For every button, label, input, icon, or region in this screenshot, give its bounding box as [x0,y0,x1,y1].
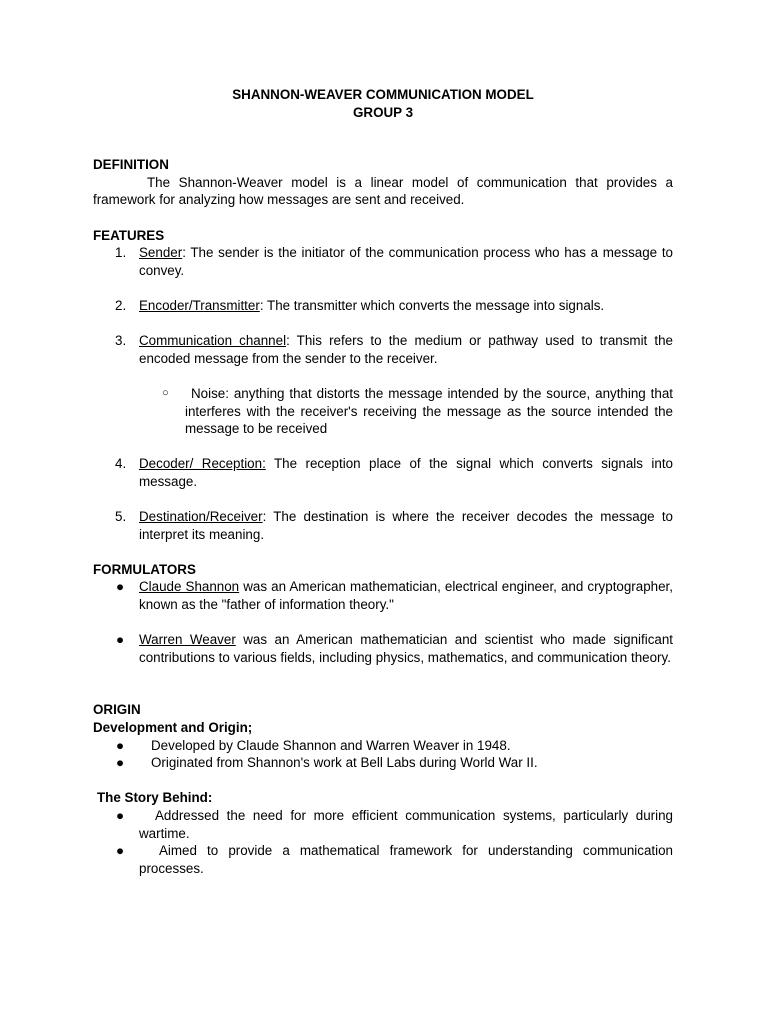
origin-subheading: Development and Origin; [93,720,253,735]
noise-subitem: ○ Noise: anything that distorts the message intended by the source, anything that interferes with the receiver's receiving the message as the source intended the message to be received [162,385,673,437]
bullet-icon: ● [116,843,125,859]
feature-term: Destination/Receiver [139,509,263,525]
story-item: ● Aimed to provide a mathematical framework for understanding communication processes. [116,843,673,876]
origin-heading: ORIGIN [93,702,141,718]
definition-heading: DEFINITION [93,157,169,173]
feature-term: Decoder/ Reception: [139,456,266,472]
feature-term: Communication channel [139,333,287,349]
feature-item: 5. Destination/Receiver: The destination is where the receiver decodes the message to interpret its meaning. [115,509,673,542]
story-subheading: The Story Behind: [97,790,213,806]
feature-item: 4. Decoder/ Reception: The reception place of the signal which converts signals into message. [115,456,673,489]
features-heading: FEATURES [93,227,165,243]
document-page [93,86,673,877]
circle-bullet-icon: ○ [162,386,169,399]
formulator-item: ● Claude Shannon was an American mathematician, electrical engineer, and cryptographer, known as the "father of information theory." [116,579,673,613]
document-subtitle: GROUP 3 [352,104,414,120]
definition-text: The Shannon-Weaver model is a linear model of communication that provides a framework for analyzing how messages are sent and received. [93,174,673,208]
bullet-icon: ● [116,807,125,823]
feature-item: 2. Encoder/Transmitter: The transmitter which converts the message into signals. [115,297,605,313]
document-title: SHANNON-WEAVER COMMUNICATION MODEL [232,87,534,102]
feature-item: 3. Communication channel: This refers to the medium or pathway used to transmit the encoded message from the sender to the receiver. [115,333,674,366]
bullet-icon: ● [116,632,125,648]
formulator-item: ● Warren Weaver was an American mathematician and scientist who made significant contributions to various fields, including physics, mathematics, and communication theory. [116,632,674,665]
formulator-name: Warren Weaver [139,632,236,648]
feature-term: Sender [139,245,183,261]
formulator-name: Claude Shannon [139,579,240,595]
story-item: ● Addressed the need for more efficient communication systems, particularly during wartime. [116,807,673,841]
origin-item: ● Developed by Claude Shannon and Warren Weaver in 1948. [116,737,511,753]
feature-item: 1. Sender: The sender is the initiator of the communication process who has a message to convey. [115,245,673,278]
formulators-heading: FORMULATORS [93,561,196,577]
bullet-icon: ● [116,737,125,753]
feature-term: Encoder/Transmitter [139,297,260,313]
origin-item: ● Originated from Shannon's work at Bell Labs during World War II. [116,755,538,771]
bullet-icon: ● [116,755,125,771]
bullet-icon: ● [116,579,125,595]
